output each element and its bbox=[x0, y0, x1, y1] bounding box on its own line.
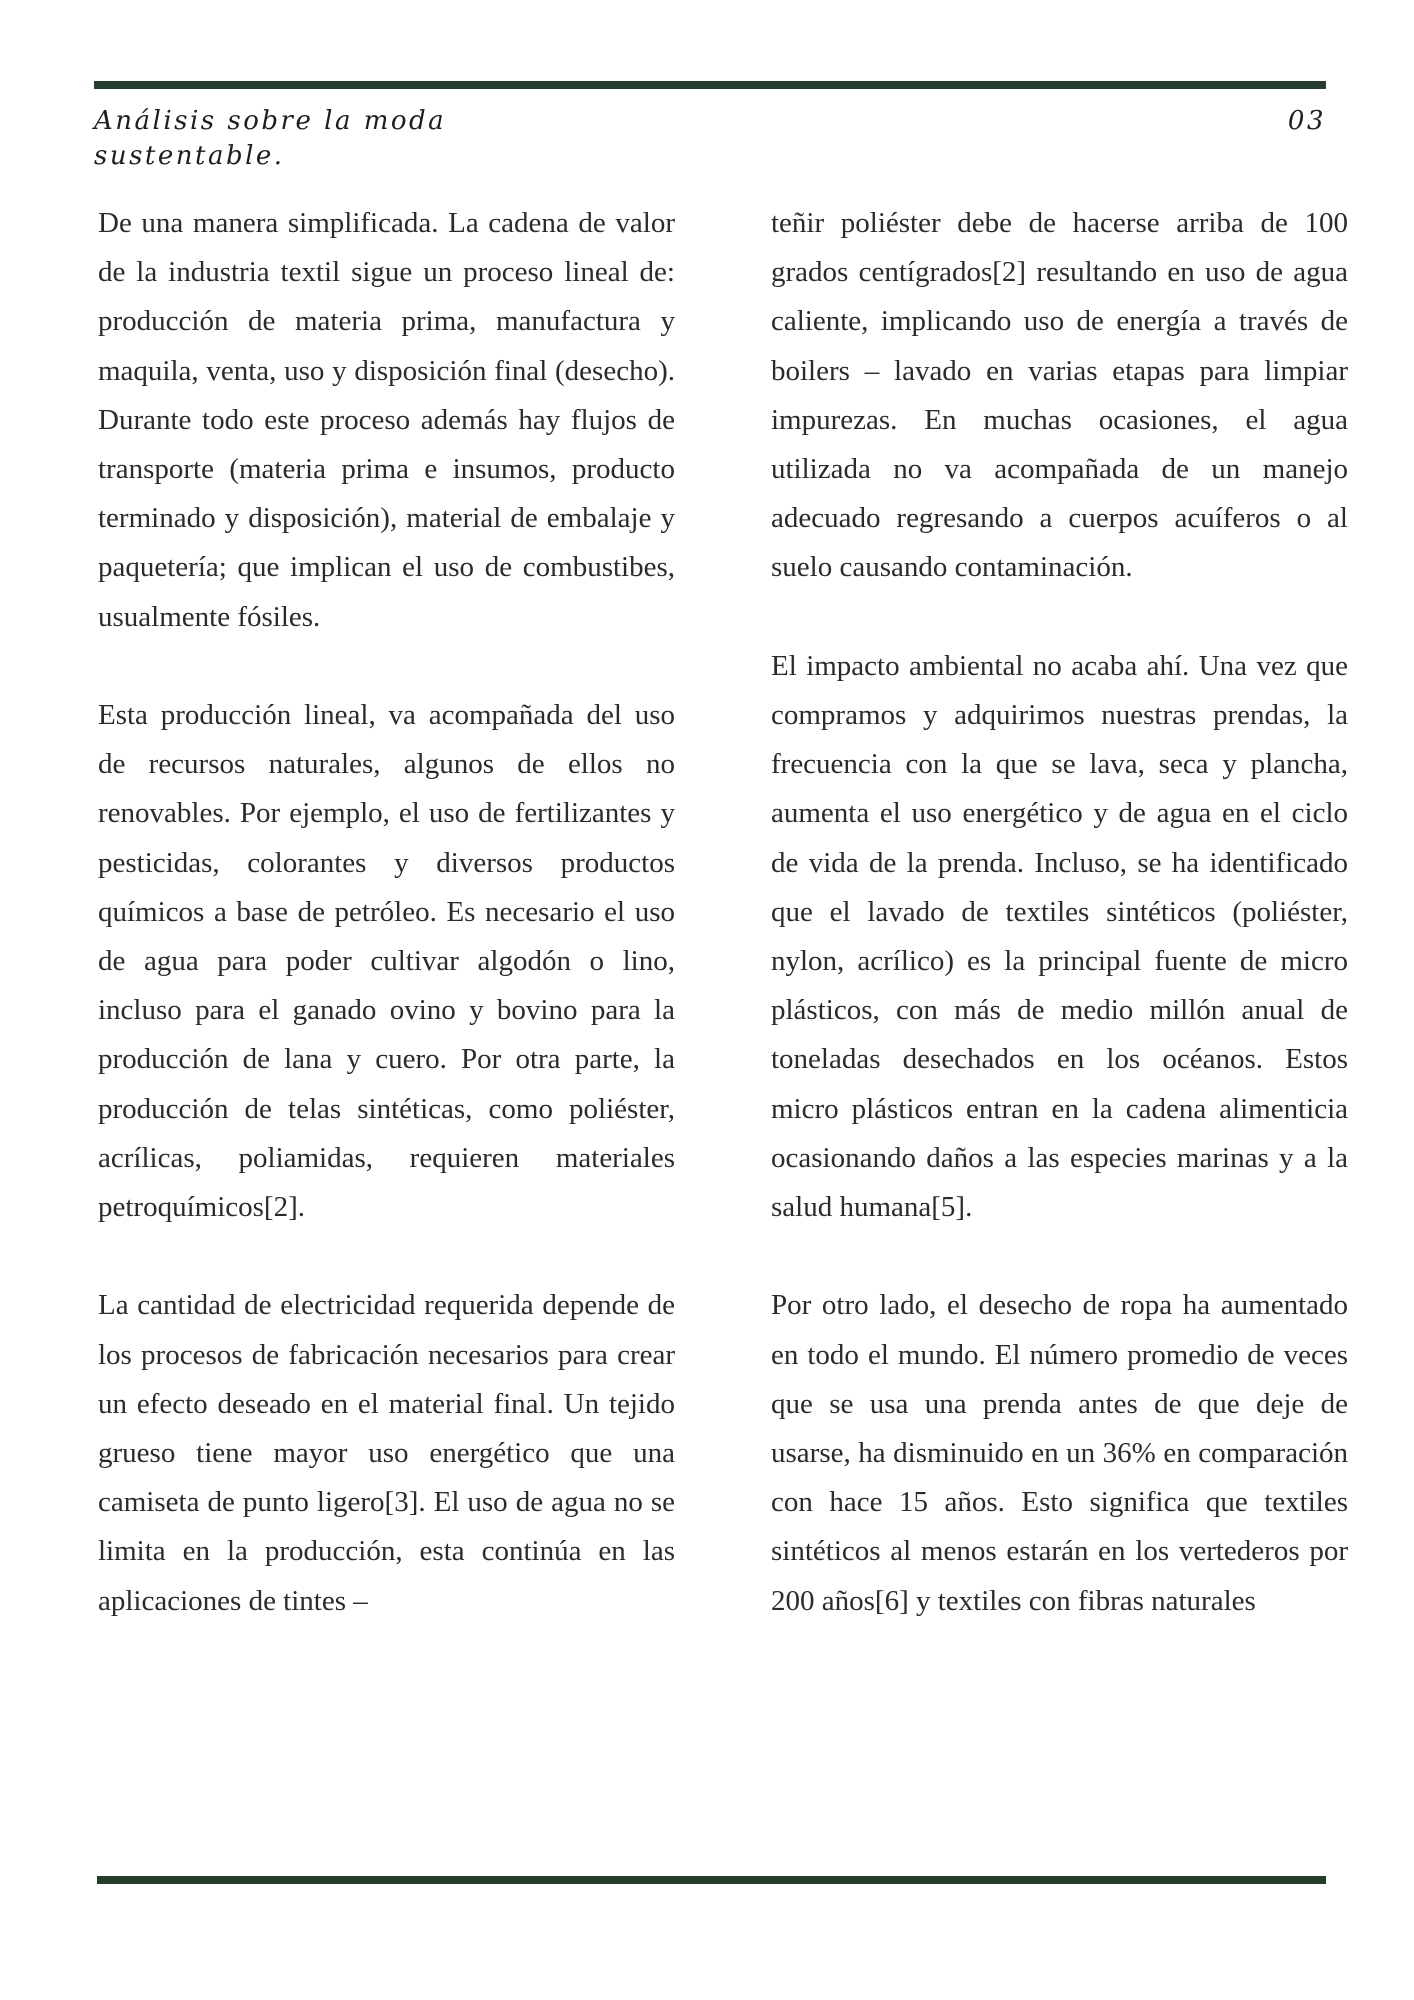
paragraph: teñir poliéster debe de hacerse arriba de 100 grados centígrados[2] resultando en uso de agua caliente, implicando uso de energía a través de boilers – lavado en varias etapas para limpiar impurezas. En muchas ocasiones, el agua utilizada no va acompañada de un manejo adecuado regresando a cuerpos acuíferos o al suelo causando contaminación. bbox=[771, 207, 1348, 584]
header-rule bbox=[94, 81, 1326, 89]
paragraph: De una manera simplificada. La cadena de valor de la industria textil sigue un proceso lineal de: producción de materia prima, manufactura y maquila, venta, uso y disposición final (desecho). Durante todo este proceso además hay flujos de transporte (materia prima e insumos, producto terminado y disposición), material de embalaje y paquetería; que implican el uso de combustibes, usualmente fósiles. bbox=[98, 207, 675, 633]
right-column bbox=[771, 199, 1348, 1626]
left-column bbox=[98, 199, 675, 1626]
paragraph: La cantidad de electricidad requerida depende de los procesos de fabricación necesarios para crear un efecto deseado en el material final. Un tejido grueso tiene mayor uso energético que una camiseta de punto ligero[3]. El uso de agua no se limita en la producción, esta continúa en las aplicaciones de tintes – bbox=[98, 1289, 675, 1617]
page-number: 03 bbox=[1287, 106, 1326, 136]
running-title: Análisis sobre la moda sustentable. bbox=[94, 106, 447, 171]
paragraph: Esta producción lineal, va acompañada del uso de recursos naturales, algunos de ellos no renovables. Por ejemplo, el uso de fertilizantes y pesticidas, colorantes y diversos productos químicos a base de petróleo. Es necesario el uso de agua para poder cultivar algodón o lino, incluso para el ganado ovino y bovino para la producción de lana y cuero. Por otra parte, la producción de telas sintéticas, como poliéster, acrílicas, poliamidas, requieren materiales petroquímicos[2]. bbox=[98, 699, 675, 1224]
paragraph: El impacto ambiental no acaba ahí. Una vez que compramos y adquirimos nuestras prendas, la frecuencia con la que se lava, seca y plancha, aumenta el uso energético y de agua en el ciclo de vida de la prenda. Incluso, se ha identificado que el lavado de textiles sintéticos (poliéster, nylon, acrílico) es la principal fuente de micro plásticos, con más de medio millón anual de toneladas desechados en los océanos. Estos micro plásticos entran en la cadena alimenticia ocasionando daños a las especies marinas y a la salud humana[5]. bbox=[771, 649, 1348, 1224]
paragraph: Por otro lado, el desecho de ropa ha aumentado en todo el mundo. El número promedio de veces que se usa una prenda antes de que deje de usarse, ha disminuido en un 36% en comparación con hace 15 años. Esto significa que textiles sintéticos al menos estarán en los vertederos por 200 años[6] y textiles con fibras naturales bbox=[771, 1289, 1348, 1617]
footer-rule bbox=[97, 1876, 1326, 1884]
